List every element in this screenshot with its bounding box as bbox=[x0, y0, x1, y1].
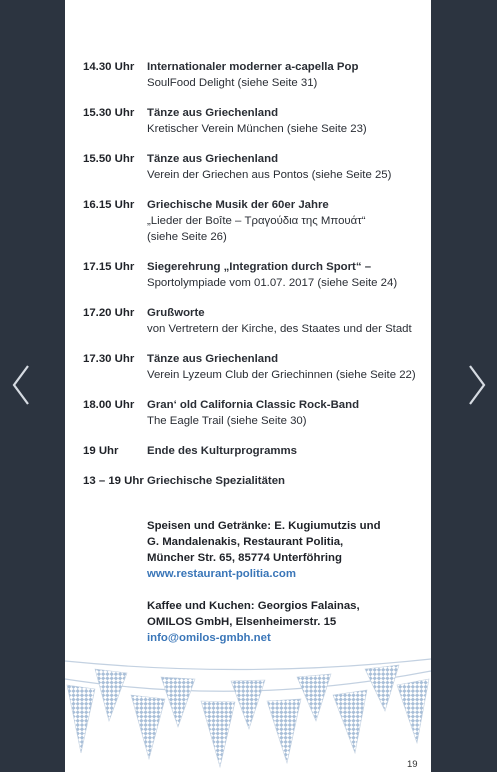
page-number: 19 bbox=[407, 759, 418, 770]
entry-time: 19 Uhr bbox=[83, 445, 119, 457]
vendor-line: Müncher Str. 65, 85774 Unterföhring bbox=[147, 552, 342, 564]
entry-time: 17.15 Uhr bbox=[83, 261, 135, 273]
schedule-entry bbox=[83, 443, 423, 459]
schedule-entry bbox=[83, 397, 423, 429]
entry-title: Grußworte bbox=[147, 307, 205, 319]
entry-time: 15.50 Uhr bbox=[83, 153, 135, 165]
schedule-entry bbox=[83, 59, 423, 91]
entry-title: Tänze aus Griechenland bbox=[147, 107, 279, 119]
entry-time: 15.30 Uhr bbox=[83, 107, 135, 119]
schedule-entry bbox=[83, 473, 423, 489]
entry-title: Gran‘ old California Classic Rock-Band bbox=[147, 399, 360, 411]
program-schedule bbox=[83, 59, 423, 503]
entry-time: 13 – 19 Uhr bbox=[83, 475, 144, 487]
entry-detail: Sportolympiade vom 01.07. 2017 (siehe Seite 24) bbox=[147, 277, 398, 289]
schedule-entry bbox=[83, 351, 423, 383]
entry-detail: (siehe Seite 26) bbox=[147, 231, 227, 243]
entry-detail: von Vertretern der Kirche, des Staates und der Stadt bbox=[147, 323, 412, 335]
schedule-entry bbox=[83, 197, 423, 245]
entry-title: Griechische Spezialitäten bbox=[147, 475, 286, 487]
previous-page-button[interactable] bbox=[6, 362, 36, 408]
entry-detail: The Eagle Trail (siehe Seite 30) bbox=[147, 415, 307, 427]
entry-title: Tänze aus Griechenland bbox=[147, 153, 279, 165]
schedule-entry bbox=[83, 151, 423, 183]
entry-title: Ende des Kulturprogramms bbox=[147, 445, 298, 457]
vendor-line: G. Mandalenakis, Restaurant Politia, bbox=[147, 536, 344, 548]
schedule-entry bbox=[83, 259, 423, 291]
entry-time: 14.30 Uhr bbox=[83, 61, 135, 73]
entry-detail: Verein Lyzeum Club der Griechinnen (siehe Seite 22) bbox=[147, 369, 416, 381]
entry-title: Internationaler moderner a-capella Pop bbox=[147, 61, 359, 73]
entry-detail: Kretischer Verein München (siehe Seite 23) bbox=[147, 123, 367, 135]
vendor-line: Speisen und Getränke: E. Kugiumutzis und bbox=[147, 520, 381, 532]
next-page-button[interactable] bbox=[462, 362, 492, 408]
entry-time: 18.00 Uhr bbox=[83, 399, 135, 411]
entry-detail: SoulFood Delight (siehe Seite 31) bbox=[147, 77, 318, 89]
entry-time: 16.15 Uhr bbox=[83, 199, 135, 211]
entry-time: 17.20 Uhr bbox=[83, 307, 135, 319]
chevron-right-icon bbox=[462, 362, 492, 408]
schedule-entry bbox=[83, 105, 423, 137]
food-vendor-info bbox=[147, 518, 417, 582]
entry-detail: „Lieder der Boîte – Τραγούδια της Μπουάτ“ bbox=[147, 215, 366, 227]
vendor-line: Kaffee und Kuchen: Georgios Falainas, bbox=[147, 600, 360, 612]
entry-title: Griechische Musik der 60er Jahre bbox=[147, 199, 329, 211]
cafe-vendor-info bbox=[147, 598, 417, 646]
schedule-entry bbox=[83, 305, 423, 337]
restaurant-website-link[interactable]: www.restaurant-politia.com bbox=[147, 568, 296, 580]
entry-detail: Verein der Griechen aus Pontos (siehe Seite 25) bbox=[147, 169, 392, 181]
chevron-left-icon bbox=[6, 362, 36, 408]
entry-title: Tänze aus Griechenland bbox=[147, 353, 279, 365]
document-page bbox=[65, 0, 431, 772]
entry-time: 17.30 Uhr bbox=[83, 353, 135, 365]
email-link[interactable]: info@omilos-gmbh.net bbox=[147, 632, 271, 644]
entry-title: Siegerehrung „Integration durch Sport“ – bbox=[147, 261, 372, 273]
vendor-line: OMILOS GmbH, Elsenheimerstr. 15 bbox=[147, 616, 337, 628]
bunting-decoration bbox=[65, 655, 431, 772]
